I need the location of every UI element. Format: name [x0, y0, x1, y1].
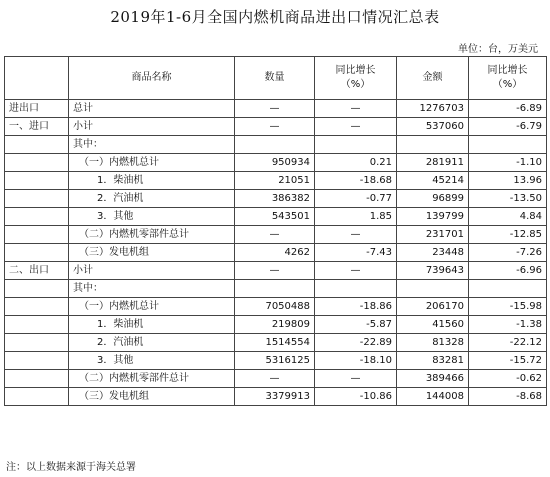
cell-category	[5, 334, 69, 352]
cell-name: （二）内燃机零部件总计	[69, 370, 235, 388]
cell-name: 3．其他	[69, 352, 235, 370]
cell-amount-yoy: -15.98	[469, 298, 547, 316]
cell-quantity-yoy: -5.87	[315, 316, 397, 334]
table-row	[5, 388, 547, 406]
cell-amount-yoy: -8.68	[469, 388, 547, 406]
cell-quantity-yoy	[315, 136, 397, 154]
cell-amount-yoy: -1.38	[469, 316, 547, 334]
cell-amount-yoy: -1.10	[469, 154, 547, 172]
cell-category	[5, 280, 69, 298]
cell-quantity-yoy: -22.89	[315, 334, 397, 352]
cell-quantity: —	[235, 100, 315, 118]
cell-quantity-yoy: —	[315, 262, 397, 280]
cell-name: 小计	[69, 262, 235, 280]
cell-quantity-yoy: 0.21	[315, 154, 397, 172]
cell-name: 2．汽油机	[69, 190, 235, 208]
cell-amount: 206170	[397, 298, 469, 316]
table-row	[5, 172, 547, 190]
cell-quantity-yoy: —	[315, 118, 397, 136]
cell-amount-yoy: -22.12	[469, 334, 547, 352]
cell-name: 1．柴油机	[69, 316, 235, 334]
cell-quantity	[235, 136, 315, 154]
table-row	[5, 244, 547, 262]
cell-category: 进出口	[5, 100, 69, 118]
cell-category	[5, 208, 69, 226]
cell-quantity: 1514554	[235, 334, 315, 352]
cell-quantity: 219809	[235, 316, 315, 334]
header-name: 商品名称	[69, 57, 235, 100]
cell-amount	[397, 136, 469, 154]
cell-amount: 45214	[397, 172, 469, 190]
cell-amount-yoy: -6.96	[469, 262, 547, 280]
cell-category	[5, 316, 69, 334]
cell-amount-yoy: -13.50	[469, 190, 547, 208]
cell-name: （一）内燃机总计	[69, 298, 235, 316]
header-quantity-yoy: 同比增长 （%）	[315, 57, 397, 100]
cell-amount-yoy: 13.96	[469, 172, 547, 190]
header-amount: 金额	[397, 57, 469, 100]
cell-amount-yoy: -0.62	[469, 370, 547, 388]
cell-amount: 81328	[397, 334, 469, 352]
cell-amount: 144008	[397, 388, 469, 406]
cell-amount-yoy: -12.85	[469, 226, 547, 244]
table-row	[5, 370, 547, 388]
cell-amount: 83281	[397, 352, 469, 370]
cell-quantity-yoy: —	[315, 226, 397, 244]
table-row	[5, 136, 547, 154]
table-row	[5, 226, 547, 244]
table-row	[5, 100, 547, 118]
cell-quantity-yoy: -0.77	[315, 190, 397, 208]
cell-category: 一、进口	[5, 118, 69, 136]
cell-category	[5, 136, 69, 154]
header-amount-yoy: 同比增长 （%）	[469, 57, 547, 100]
source-note: 注：以上数据来源于海关总署	[6, 462, 136, 473]
cell-name: 其中：	[69, 136, 235, 154]
cell-name: （一）内燃机总计	[69, 154, 235, 172]
cell-amount-yoy: 4.84	[469, 208, 547, 226]
cell-amount: 1276703	[397, 100, 469, 118]
cell-quantity: 543501	[235, 208, 315, 226]
cell-quantity: —	[235, 370, 315, 388]
cell-quantity-yoy: -18.68	[315, 172, 397, 190]
cell-amount: 231701	[397, 226, 469, 244]
trade-summary-table	[4, 56, 547, 406]
cell-amount: 537060	[397, 118, 469, 136]
cell-quantity: —	[235, 118, 315, 136]
cell-amount: 281911	[397, 154, 469, 172]
cell-amount: 23448	[397, 244, 469, 262]
unit-label: 单位：台，万美元	[458, 44, 538, 55]
cell-quantity	[235, 280, 315, 298]
cell-quantity: —	[235, 262, 315, 280]
cell-category	[5, 172, 69, 190]
cell-name: 3．其他	[69, 208, 235, 226]
cell-amount	[397, 280, 469, 298]
cell-quantity: 21051	[235, 172, 315, 190]
cell-quantity: 950934	[235, 154, 315, 172]
cell-category	[5, 370, 69, 388]
cell-name: 2．汽油机	[69, 334, 235, 352]
table-row	[5, 352, 547, 370]
cell-amount-yoy: -15.72	[469, 352, 547, 370]
cell-name: 小计	[69, 118, 235, 136]
cell-amount-yoy: -6.89	[469, 100, 547, 118]
cell-quantity-yoy: -18.10	[315, 352, 397, 370]
cell-quantity-yoy: —	[315, 370, 397, 388]
cell-category	[5, 388, 69, 406]
table-row	[5, 280, 547, 298]
table-row	[5, 262, 547, 280]
cell-name: （三）发电机组	[69, 388, 235, 406]
header-category	[5, 57, 69, 100]
cell-quantity: —	[235, 226, 315, 244]
cell-quantity: 5316125	[235, 352, 315, 370]
cell-category	[5, 352, 69, 370]
table-title: 2019年1-6月全国内燃机商品进出口情况汇总表	[110, 8, 440, 26]
table-row	[5, 334, 547, 352]
cell-quantity-yoy: 1.85	[315, 208, 397, 226]
cell-amount: 96899	[397, 190, 469, 208]
cell-quantity: 7050488	[235, 298, 315, 316]
cell-category	[5, 190, 69, 208]
cell-name: 其中：	[69, 280, 235, 298]
table-row	[5, 190, 547, 208]
header-row	[5, 57, 547, 100]
cell-quantity-yoy: -10.86	[315, 388, 397, 406]
table-row	[5, 208, 547, 226]
cell-quantity: 386382	[235, 190, 315, 208]
cell-quantity: 3379913	[235, 388, 315, 406]
header-quantity: 数量	[235, 57, 315, 100]
cell-quantity-yoy	[315, 280, 397, 298]
table-body	[5, 100, 547, 406]
cell-amount-yoy	[469, 280, 547, 298]
table-row	[5, 316, 547, 334]
cell-amount-yoy: -6.79	[469, 118, 547, 136]
cell-quantity-yoy: —	[315, 100, 397, 118]
cell-category	[5, 298, 69, 316]
cell-category	[5, 226, 69, 244]
cell-name: 1．柴油机	[69, 172, 235, 190]
cell-amount: 41560	[397, 316, 469, 334]
cell-name: 总计	[69, 100, 235, 118]
table-row	[5, 154, 547, 172]
cell-quantity-yoy: -18.86	[315, 298, 397, 316]
cell-quantity-yoy: -7.43	[315, 244, 397, 262]
cell-category	[5, 244, 69, 262]
cell-amount: 739643	[397, 262, 469, 280]
cell-amount: 139799	[397, 208, 469, 226]
cell-amount: 389466	[397, 370, 469, 388]
cell-amount-yoy	[469, 136, 547, 154]
table-row	[5, 118, 547, 136]
cell-name: （三）发电机组	[69, 244, 235, 262]
cell-quantity: 4262	[235, 244, 315, 262]
table-row	[5, 298, 547, 316]
cell-amount-yoy: -7.26	[469, 244, 547, 262]
cell-category: 二、出口	[5, 262, 69, 280]
cell-category	[5, 154, 69, 172]
cell-name: （二）内燃机零部件总计	[69, 226, 235, 244]
